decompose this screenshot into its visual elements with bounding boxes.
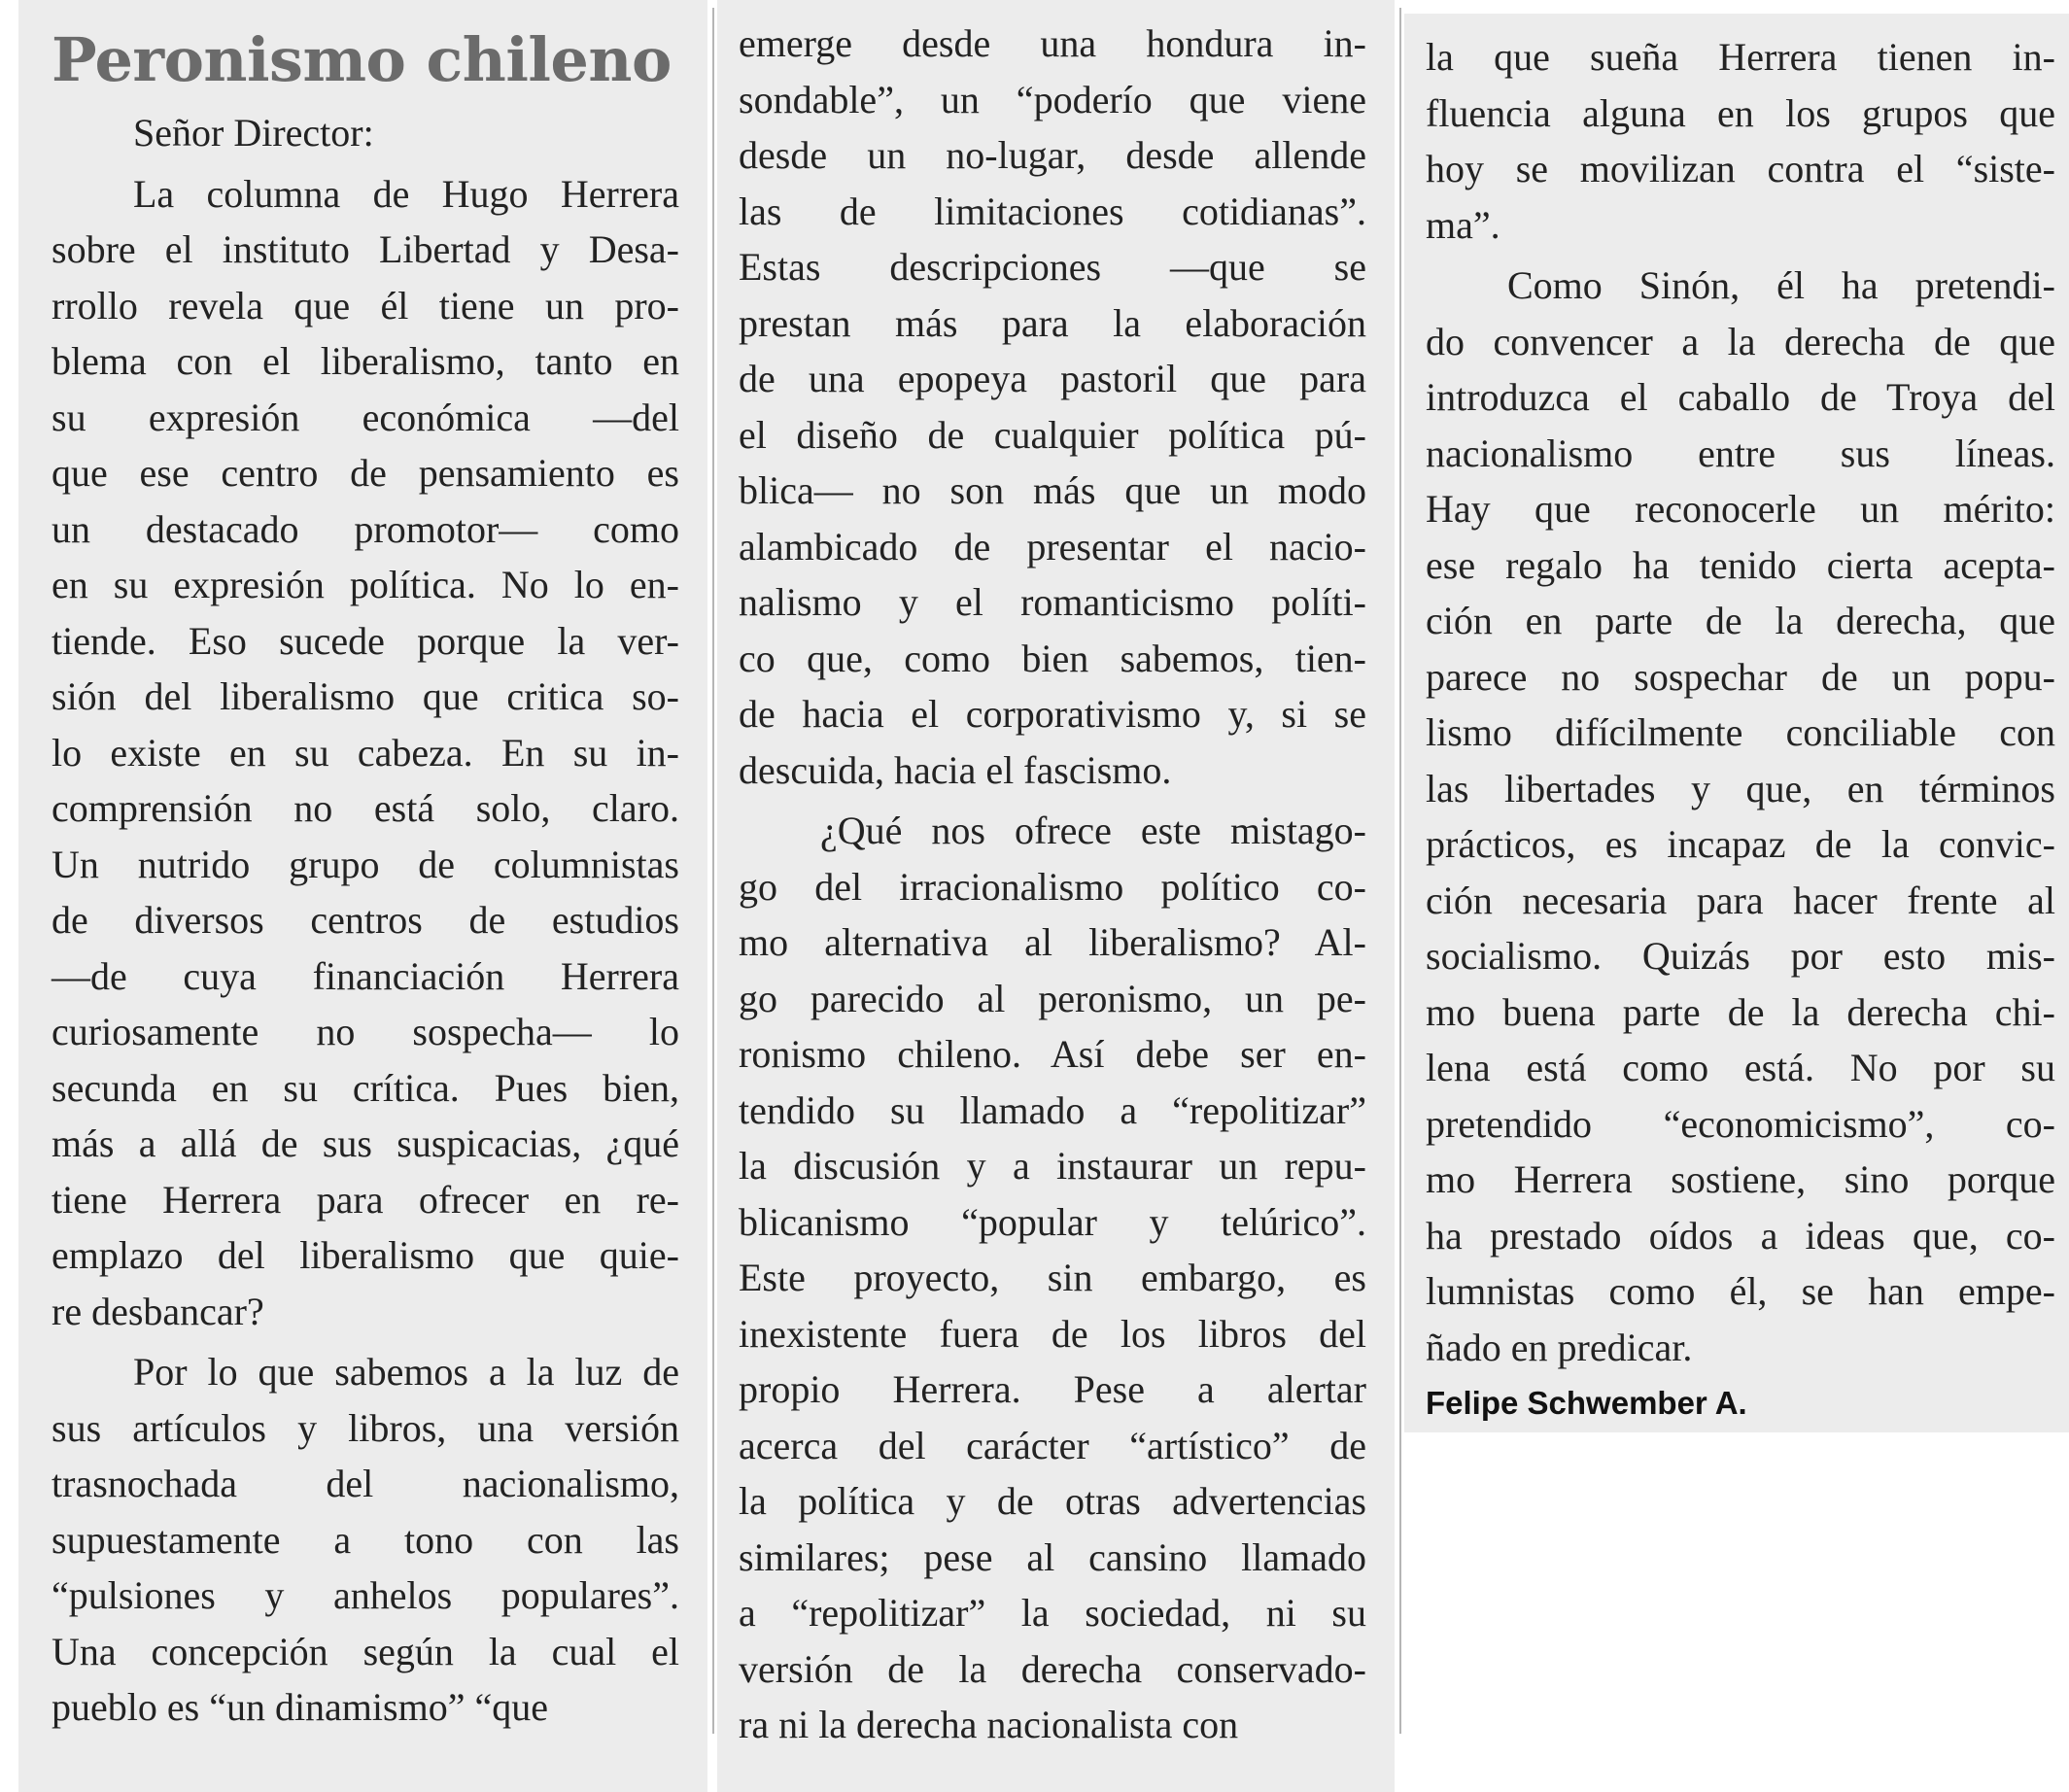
text-line: Como Sinón, él ha pretendi- <box>1507 263 2055 307</box>
text-line: Hay que reconocerle un mérito: <box>1426 487 2055 531</box>
text-line: su expresión económica —del <box>52 395 679 439</box>
text-line: Un nutrido grupo de columnistas <box>52 842 679 886</box>
text-line: go parecido al peronismo, un pe- <box>739 976 1366 1020</box>
text-line: tiende. Eso sucede porque la ver- <box>52 618 679 663</box>
text-line: ción necesaria para hacer frente al <box>1426 878 2055 922</box>
text-line: “pulsiones y anhelos populares”. <box>52 1573 679 1617</box>
text-line: emplazo del liberalismo que quie- <box>52 1233 679 1277</box>
text-line: versión de la derecha conservado- <box>739 1646 1366 1691</box>
text-line: tiene Herrera para ofrecer en re- <box>52 1177 679 1222</box>
paragraph <box>739 16 1366 798</box>
text-line: tendido su llamado a “repolitizar” <box>739 1087 1366 1132</box>
text-line: co que, como bien sabemos, tien- <box>739 636 1366 680</box>
text-line: acerca del carácter “artístico” de <box>739 1423 1366 1467</box>
text-line: prácticos, es incapaz de la convic- <box>1426 822 2055 866</box>
text-line: alambicado de presentar el nacio- <box>739 524 1366 569</box>
text-line: la discusión y a instaurar un repu- <box>739 1144 1366 1188</box>
text-line: sobre el instituto Libertad y Desa- <box>52 227 679 271</box>
text-line: ese regalo ha tenido cierta acepta- <box>1426 542 2055 587</box>
text-line: blicanismo “popular y telúrico”. <box>739 1199 1366 1244</box>
text-line: mo Herrera sostiene, sino porque <box>1426 1157 2055 1201</box>
text-line: a “repolitizar” la sociedad, ni su <box>739 1591 1366 1635</box>
text-line: comprensión no está solo, claro. <box>52 786 679 830</box>
text-line: la política y de otras advertencias <box>739 1479 1366 1523</box>
text-line: curiosamente no sospecha— lo <box>52 1010 679 1053</box>
text-line: inexistente fuera de los libros del <box>739 1311 1366 1356</box>
column-divider <box>712 8 714 1734</box>
text-line: blema con el liberalismo, tanto en <box>52 339 679 383</box>
text-line: fluencia alguna en los grupos que <box>1426 90 2055 135</box>
column-divider <box>1399 8 1401 1734</box>
text-line: emerge desde una hondura in- <box>739 21 1366 65</box>
text-line: supuestamente a tono con las <box>52 1517 679 1562</box>
text-line: sondable”, un “poderío que viene <box>739 77 1366 121</box>
text-line: de diversos centros de estudios <box>52 898 679 942</box>
text-line: lo existe en su cabeza. En su in- <box>52 730 679 775</box>
text-line: mo alternativa al liberalismo? Al- <box>739 920 1366 964</box>
text-line: nalismo y el romanticismo políti- <box>739 580 1366 624</box>
paragraph <box>52 166 679 1340</box>
paragraph <box>739 803 1366 1753</box>
text-line: pretendido “economicismo”, co- <box>1426 1101 2055 1146</box>
text-line: un destacado promotor— como <box>52 506 679 551</box>
text-line: trasnochada del nacionalismo, <box>52 1462 679 1505</box>
text-line: más a allá de sus suspicacias, ¿qué <box>52 1121 679 1165</box>
text-line: que ese centro de pensamiento es <box>52 451 679 495</box>
text-line: ¿Qué nos ofrece este mistago- <box>820 809 1366 852</box>
text-line: nacionalismo entre sus líneas. <box>1426 431 2055 475</box>
text-line: sión del liberalismo que critica so- <box>52 674 679 718</box>
text-line: socialismo. Quizás por esto mis- <box>1426 934 2055 978</box>
text-line: la que sueña Herrera tienen in- <box>1426 35 2055 79</box>
text-line: prestan más para la elaboración <box>739 300 1366 345</box>
text-line: Una concepción según la cual el <box>52 1629 679 1673</box>
text-line: Este proyecto, sin embargo, es <box>739 1256 1366 1299</box>
column-3-paragraphs <box>1426 29 2055 1375</box>
text-line: pueblo es “un dinamismo” “que <box>52 1685 548 1729</box>
text-line: de una epopeya pastoril que para <box>739 357 1366 400</box>
text-line: Por lo que sabemos a la luz de <box>133 1350 679 1394</box>
text-line: ñado en predicar. <box>1426 1325 1693 1369</box>
text-line: introduzca el caballo de Troya del <box>1426 375 2055 419</box>
article-title: Peronismo chileno <box>52 24 672 95</box>
paragraph <box>1426 258 2055 1375</box>
text-line: re desbancar? <box>52 1289 264 1333</box>
paragraph <box>1426 29 2055 253</box>
text-line: go del irracionalismo político co- <box>739 864 1366 909</box>
text-line: de hacia el corporativismo y, si se <box>739 692 1366 736</box>
text-line: el diseño de cualquier política pú- <box>739 412 1366 457</box>
text-line: en su expresión política. No lo en- <box>52 563 679 606</box>
text-line: similares; pese al cansino llamado <box>739 1534 1366 1579</box>
text-line: ción en parte de la derecha, que <box>1426 599 2055 642</box>
text-line: las de limitaciones cotidianas”. <box>739 189 1366 233</box>
column-1-paragraphs <box>52 105 679 1736</box>
text-line: ronismo chileno. Así debe ser en- <box>739 1032 1366 1076</box>
text-line: blica— no son más que un modo <box>739 468 1366 512</box>
text-line: lumnistas como él, se han empe- <box>1426 1269 2055 1313</box>
text-line: descuida, hacia el fascismo. <box>739 747 1172 792</box>
text-line: parece no sospechar de un popu- <box>1426 654 2055 699</box>
text-line: desde un no-lugar, desde allende <box>739 133 1366 177</box>
column-2-paragraphs <box>739 16 1366 1753</box>
text-line: Estas descripciones —que se <box>739 245 1366 289</box>
text-line: sus artículos y libros, una versión <box>52 1405 679 1450</box>
text-line: ra ni la derecha nacionalista con <box>739 1703 1239 1746</box>
text-line: —de cuya financiación Herrera <box>52 953 679 998</box>
text-line: mo buena parte de la derecha chi- <box>1426 989 2055 1034</box>
text-line: do convencer a la derecha de que <box>1426 319 2055 363</box>
text-line: La columna de Hugo Herrera <box>133 171 679 216</box>
text-line: lena está como está. No por su <box>1426 1046 2055 1089</box>
paragraph <box>52 1344 679 1736</box>
text-line: ha prestado oídos a ideas que, co- <box>1426 1213 2055 1258</box>
text-line: lismo difícilmente conciliable con <box>1426 710 2055 754</box>
paragraph <box>52 105 679 161</box>
text-line: rrollo revela que él tiene un pro- <box>52 283 679 327</box>
text-column-2 <box>717 0 1395 1792</box>
text-line: ma”. <box>1426 202 1500 247</box>
text-line: las libertades y que, en términos <box>1426 766 2055 810</box>
text-column-3 <box>1404 14 2069 1432</box>
text-line: propio Herrera. Pese a alertar <box>739 1367 1366 1411</box>
author-signature: Felipe Schwember A. <box>1426 1385 1747 1421</box>
text-line: Señor Director: <box>133 111 374 155</box>
text-column-1 <box>18 0 707 1792</box>
text-line: secunda en su crítica. Pues bien, <box>52 1065 679 1110</box>
text-line: hoy se movilizan contra el “siste- <box>1426 147 2055 190</box>
